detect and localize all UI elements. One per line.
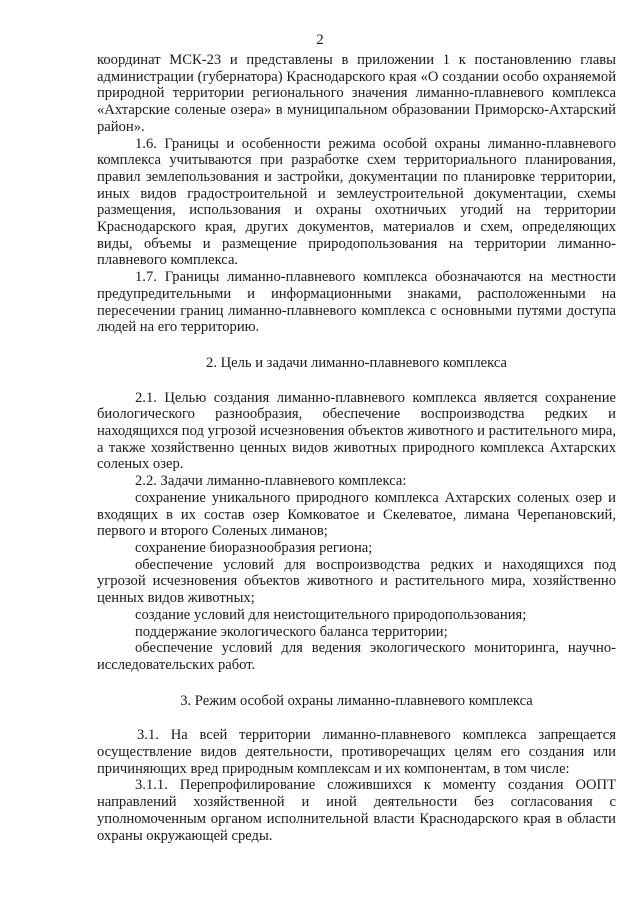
document-body <box>97 52 616 844</box>
paragraph-continuation: координат МСК-23 и представлены в приложении 1 к постановлению главы администрации (губернатора) Краснодарского края «О создании особо охраняемой природной территории регионального значения лиманно-плавневого комплекса «Ахтарские соленые озера» в муниципальном образовании Приморско-Ахтарский район». <box>97 52 616 135</box>
paragraph-3-1: 3.1. На всей территории лиманно-плавневого комплекса запрещается осуществление видов деятельности, противоречащих целям его создания или причиняющих вред природным комплексам и их компонентам, в том числе: <box>97 727 616 777</box>
paragraph-2-2: 2.2. Задачи лиманно-плавневого комплекса: <box>135 473 407 490</box>
task-item: обеспечение условий для воспроизводства редких и находящихся под угрозой исчезновения объектов животного и растительного мира, хозяйственно ценных видов животных; <box>97 556 616 607</box>
section-heading-3: 3. Режим особой охраны лиманно-плавневого комплекса <box>180 692 533 709</box>
task-item: обеспечение условий для ведения экологического мониторинга, научно-исследовательских работ. <box>97 640 616 673</box>
paragraph-2-1: 2.1. Целью создания лиманно-плавневого комплекса является сохранение биологического разнообразия, обеспечение воспроизводства редких и находящихся под угрозой исчезновения объектов животного и растительного мира, а также хозяйственно ценных видов животных природного комплекса Ахтарских соленых озер. <box>97 389 616 473</box>
section-heading-2: 2. Цель и задачи лиманно-плавневого комплекса <box>206 354 507 371</box>
page-number: 2 <box>316 32 324 48</box>
task-item: сохранение уникального природного комплекса Ахтарских соленых озер и входящих в их состав озер Комковатое и Скелеватое, лимана Черепановский, первого и второго Соленых лиманов; <box>97 489 616 540</box>
paragraph-1-7: 1.7. Границы лиманно-плавневого комплекса обозначаются на местности предупредительными и информационными знаками, расположенными на пересечении границ лиманно-плавневого комплекса с основными путями доступа людей на его территорию. <box>97 269 616 336</box>
task-item: сохранение биоразнообразия региона; <box>135 539 373 556</box>
paragraph-1-6: 1.6. Границы и особенности режима особой охраны лиманно-плавневого комплекса учитываются при разработке схем территориального планирования, правил землепользования и застройки, документации по планировке территории, иных видов градостроительной и землеустроительной документации, схемы размещения, использования и охраны охотничьих угодий на территории Краснодарского края, других документов, материалов и схем, определяющих виды, объемы и размещение природопользования на территории лиманно-плавневого комплекса. <box>97 135 616 269</box>
paragraph-3-1-1: 3.1.1. Перепрофилирование сложившихся к моменту создания ООПТ направлений хозяйственной и иной деятельности без согласования с уполномоченным органом исполнительной власти Краснодарского края в области охраны окружающей среды. <box>97 777 616 844</box>
task-item: создание условий для неистощительного природопользования; <box>135 606 527 623</box>
task-item: поддержание экологического баланса территории; <box>135 623 448 640</box>
